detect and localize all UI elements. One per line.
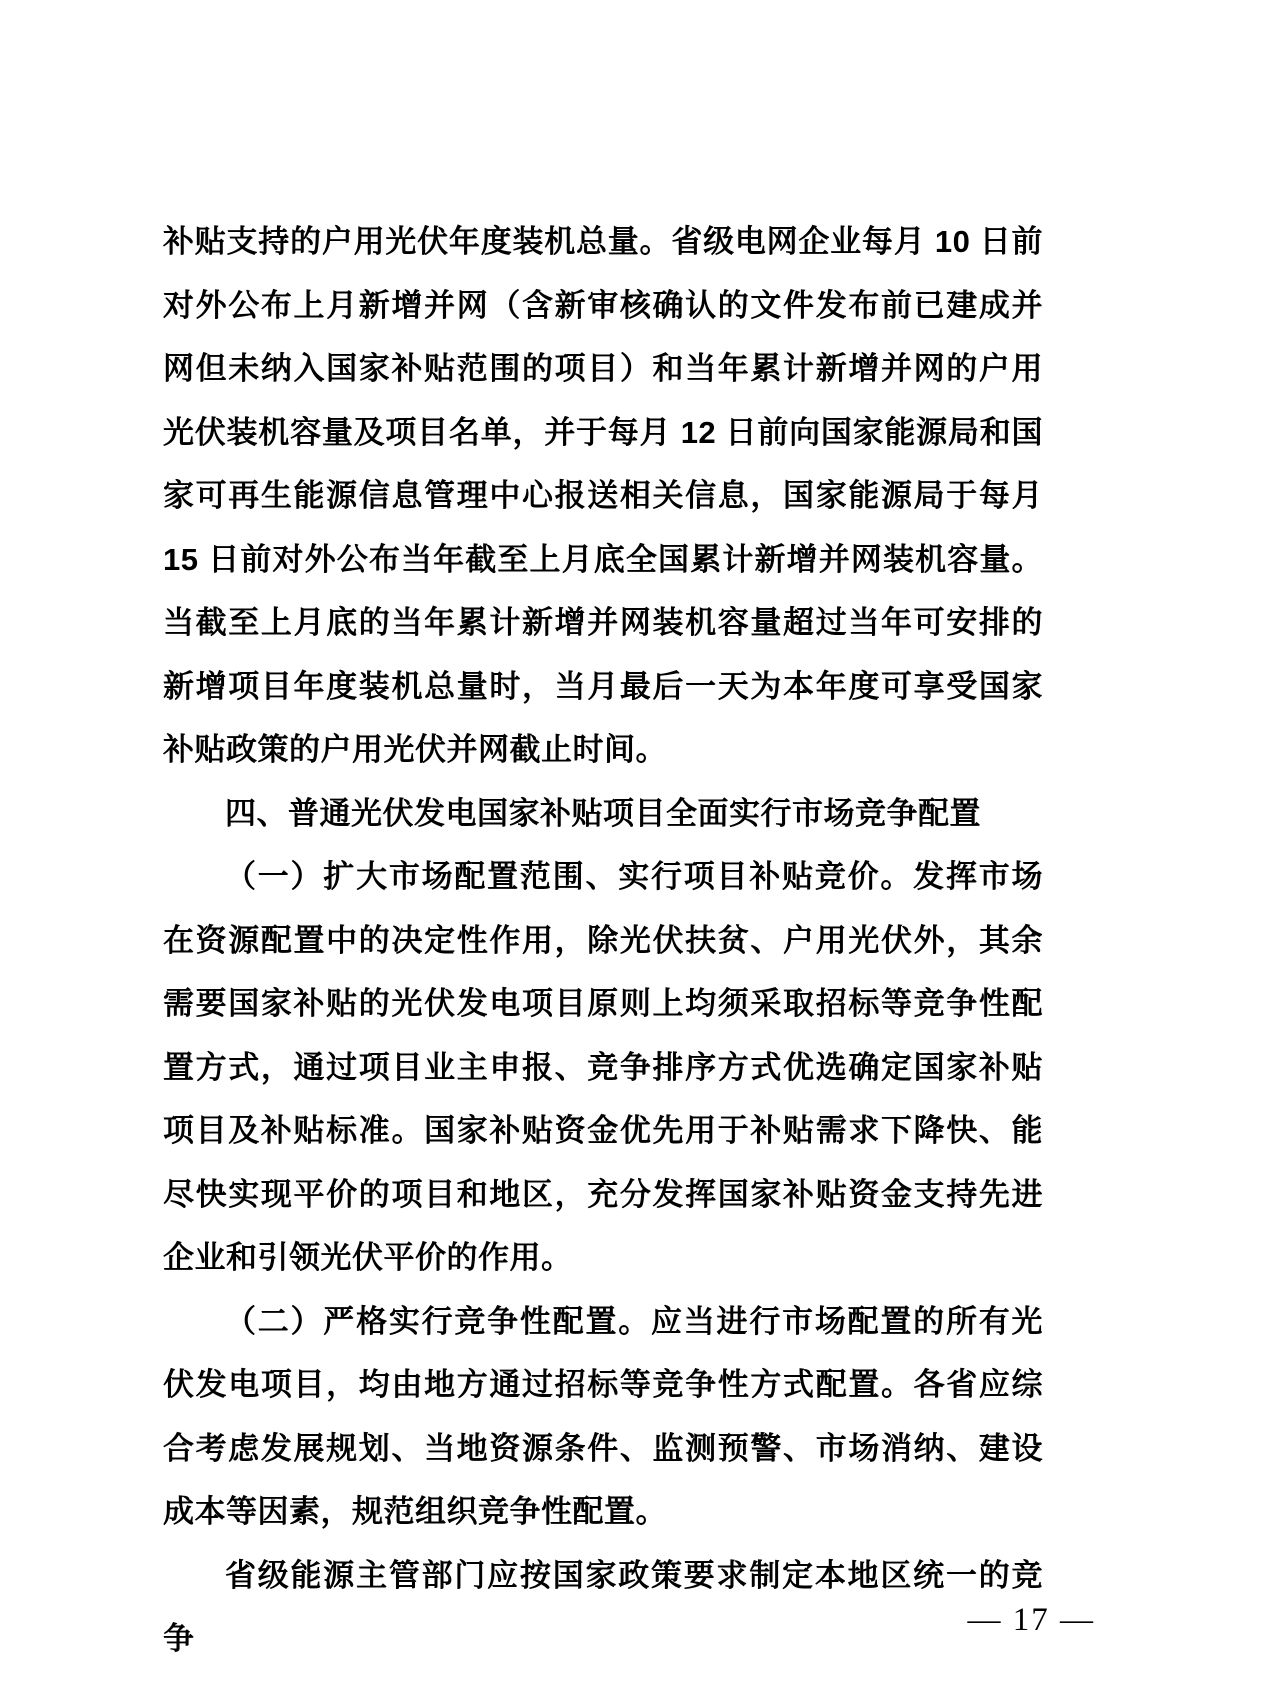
paragraph-provincial: 省级能源主管部门应按国家政策要求制定本地区统一的竞争	[163, 1557, 1043, 1656]
document-text-block	[163, 210, 1043, 1671]
page-number: — 17 —	[967, 1602, 1095, 1638]
paragraph-item-one: （一）扩大市场配置范围、实行项目补贴竞价。发挥市场在资源配置中的决定性作用，除光伏扶贫、户用光伏外，其余需要国家补贴的光伏发电项目原则上均须采取招标等竞争性配置方式，通过项目业主申报、竞争排序方式优选确定国家补贴项目及补贴标准。国家补贴资金优先用于补贴需求下降快、能尽快实现平价的项目和地区，充分发挥国家补贴资金支持先进企业和引领光伏平价的作用。	[163, 859, 1043, 1275]
paragraph-item-two: （二）严格实行竞争性配置。应当进行市场配置的所有光伏发电项目，均由地方通过招标等竞争性方式配置。各省应综合考虑发展规划、当地资源条件、监测预警、市场消纳、建设成本等因素，规范组织竞争性配置。	[163, 1303, 1043, 1529]
section-heading: 四、普通光伏发电国家补贴项目全面实行市场竞争配置	[225, 795, 981, 831]
paragraph-continuation: 补贴支持的户用光伏年度装机总量。省级电网企业每月 10 日前对外公布上月新增并网（含新审核确认的文件发布前已建成并网但未纳入国家补贴范围的项目）和当年累计新增并网的户用光伏装机容量及项目名单，并于每月 12 日前向国家能源局和国家可再生能源信息管理中心报送相关信息，国家能源局于每月 15 日前对外公布当年截至上月底全国累计新增并网装机容量。当截至上月底的当年累计新增并网装机容量超过当年可安排的新增项目年度装机总量时，当月最后一天为本年度可享受国家补贴政策的户用光伏并网截止时间。	[163, 224, 1043, 767]
